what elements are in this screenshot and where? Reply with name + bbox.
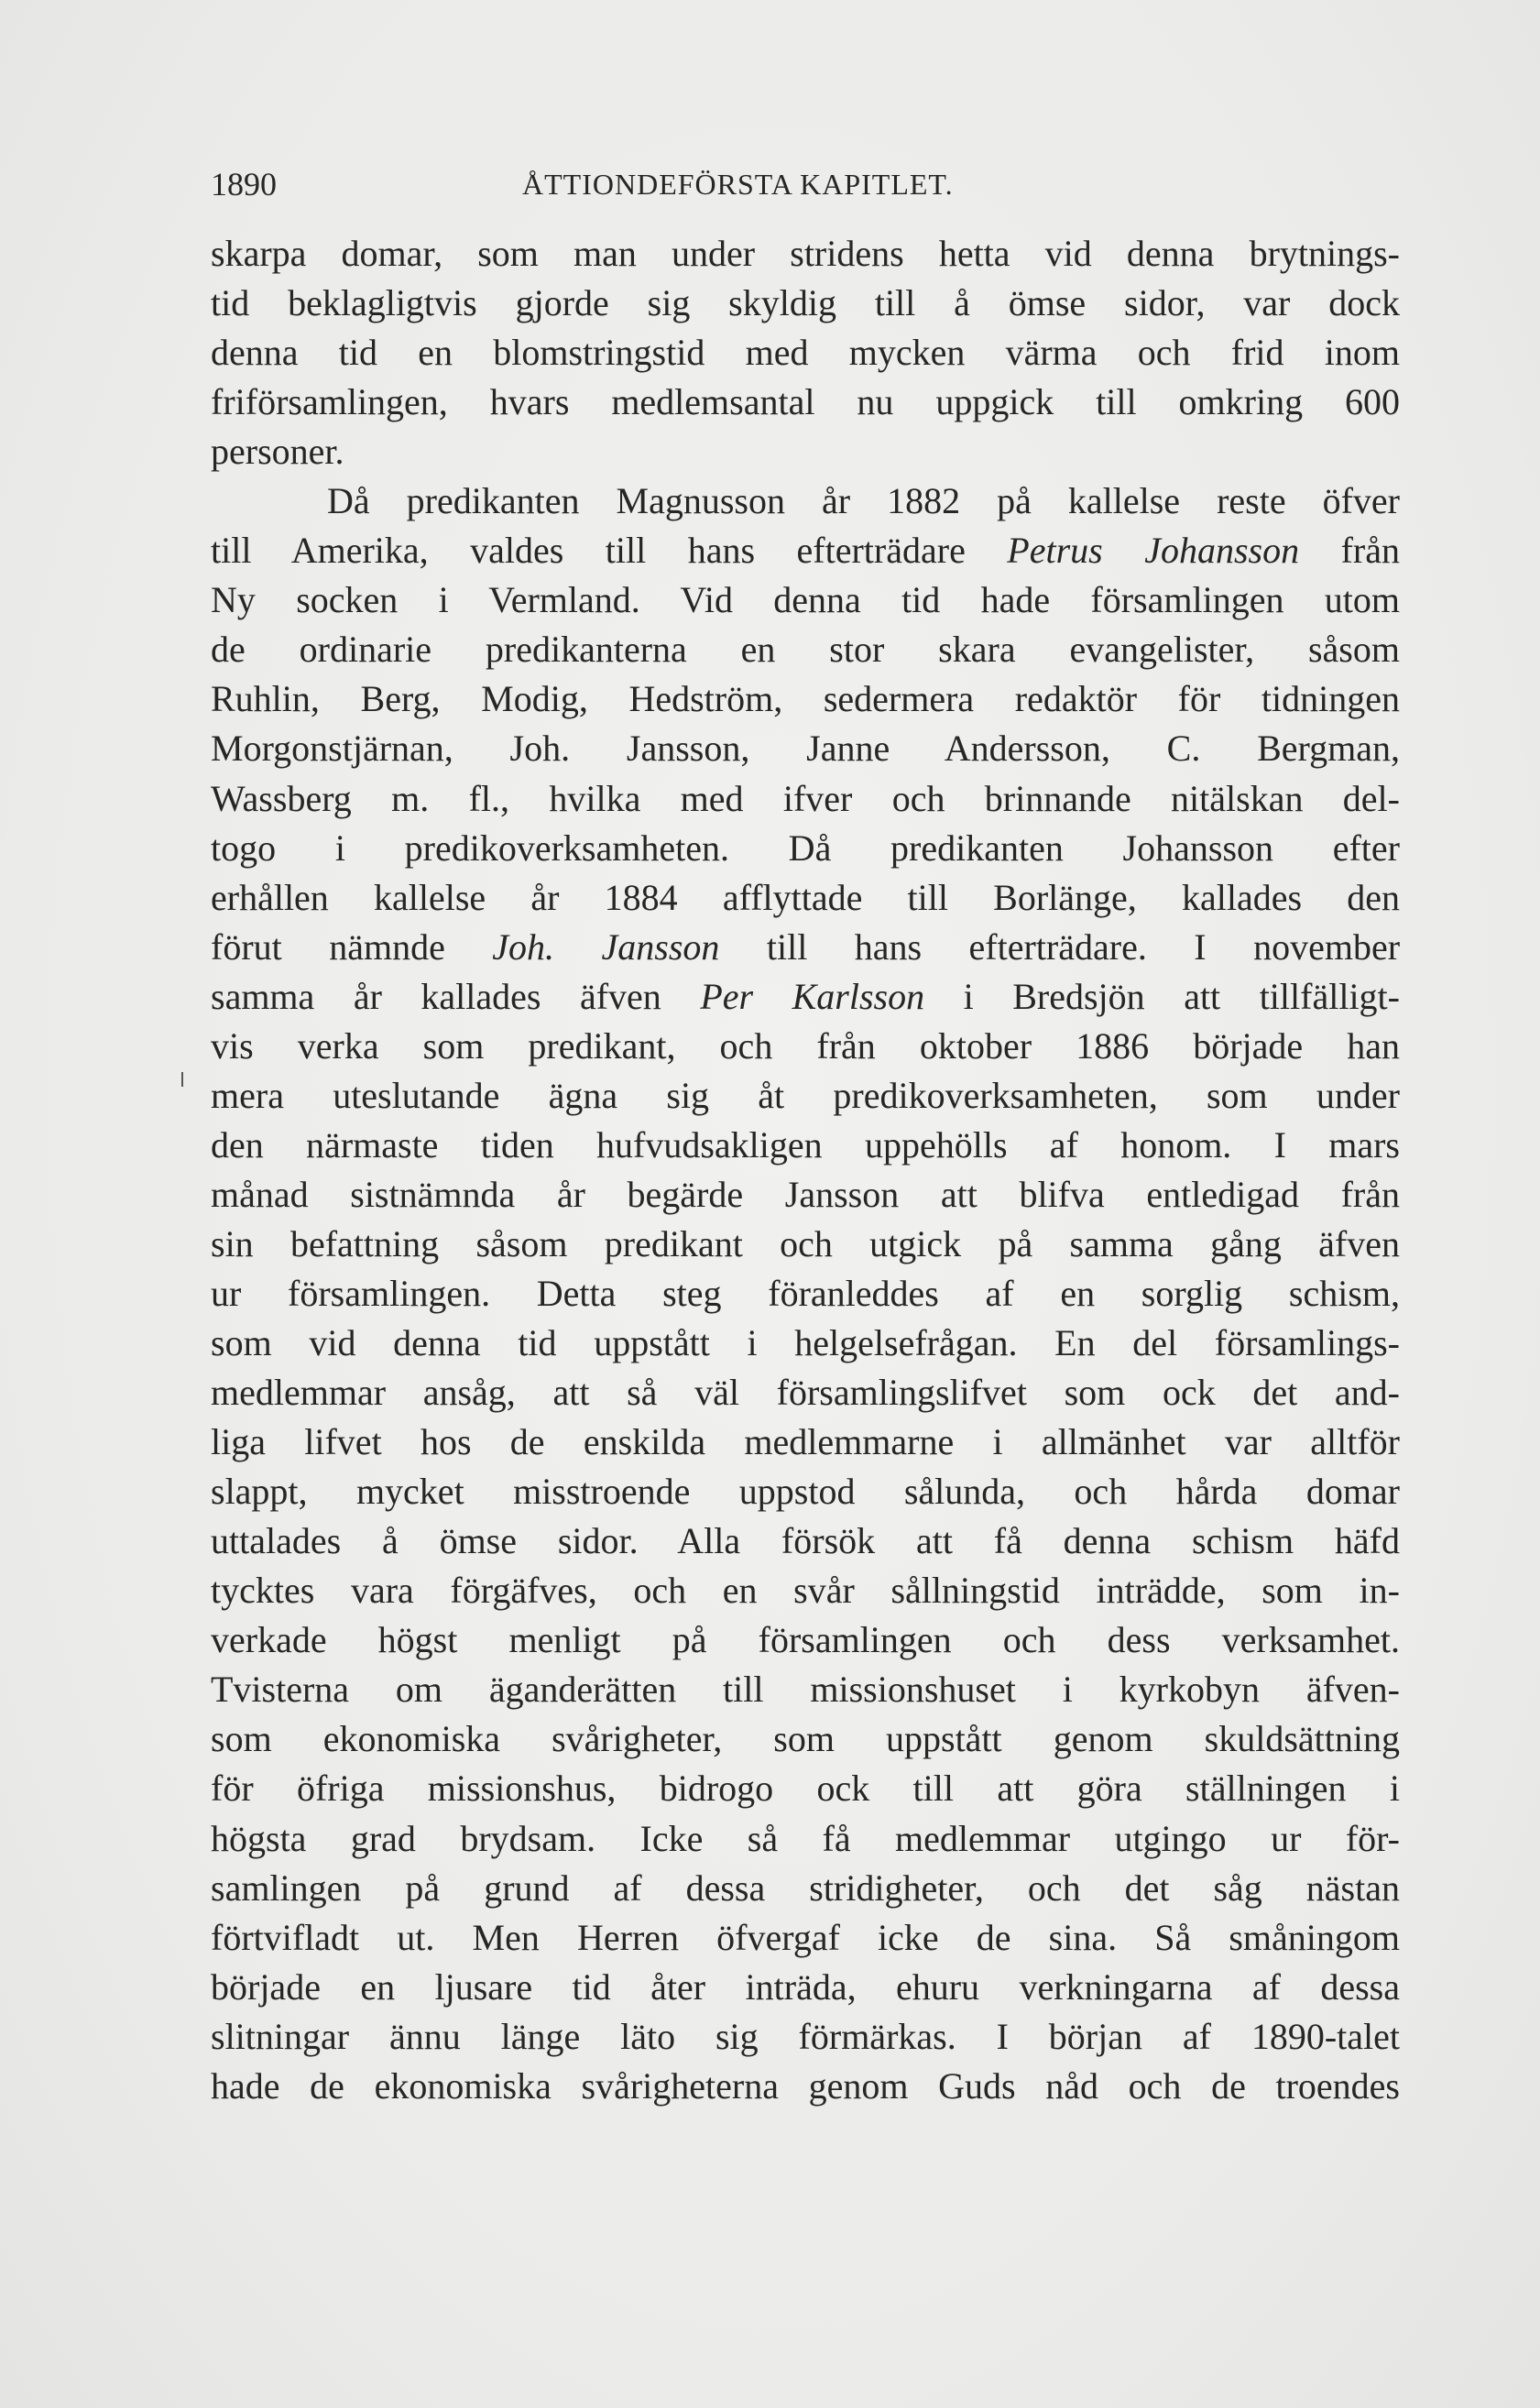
italic-name: Joh. Jansson [492, 925, 720, 968]
text-line [211, 476, 1400, 526]
text-segment: ur församlingen. Detta steg föranleddes af en sorglig schism, [211, 1272, 1400, 1314]
running-head [211, 161, 1400, 207]
text-line [211, 1566, 1400, 1615]
margin-mark [181, 1072, 183, 1087]
text-segment: började en ljusare tid åter inträda, ehuru verkningarna af dessa [211, 1965, 1400, 2008]
text-line [211, 229, 1400, 279]
text-line [211, 1319, 1400, 1368]
text-segment: Wassberg m. fl., hvilka med ifver och brinnande nitälskan del- [211, 777, 1400, 819]
text-segment: medlemmar ansåg, att så väl församlingslifvet som ock det and- [211, 1372, 1400, 1414]
text-segment: samma år kallades äfven [211, 975, 701, 1017]
text-line [211, 328, 1400, 378]
text-line [211, 2012, 1400, 2062]
text-segment: togo i predikoverksamheten. Då predikanten Johansson efter [211, 826, 1400, 869]
text-segment: vis verka som predikant, och från oktober 1886 började han [211, 1024, 1400, 1067]
text-line [211, 972, 1400, 1022]
text-line [211, 378, 1400, 427]
text-segment: som vid denna tid uppstått i helgelsefrågan. En del församlings- [211, 1322, 1400, 1364]
text-segment: för öfriga missionshus, bidrogo ock till att göra ställningen i [211, 1768, 1400, 1810]
text-segment: denna tid en blomstringstid med mycken värma och frid inom [211, 332, 1400, 374]
text-line [211, 1170, 1400, 1220]
text-line [211, 427, 1400, 476]
text-line [211, 674, 1400, 724]
text-line [211, 1864, 1400, 1913]
text-line [211, 923, 1400, 972]
text-segment: friförsamlingen, hvars medlemsantal nu uppgick till omkring 600 [211, 381, 1400, 423]
italic-name: Petrus Johansson [1007, 530, 1300, 572]
text-line [211, 774, 1400, 824]
text-segment: mera uteslutande ägna sig åt predikoverksamheten, som under [211, 1074, 1400, 1116]
text-line [211, 1121, 1400, 1170]
text-segment: verkade högst menligt på församlingen och dess verksamhet. [211, 1619, 1400, 1661]
text-line [211, 279, 1400, 328]
text-segment: månad sistnämnda år begärde Jansson att blifva entledigad från [211, 1173, 1400, 1215]
text-segment: erhållen kallelse år 1884 afflyttade till Borlänge, kallades den [211, 876, 1400, 918]
text-line [211, 2062, 1400, 2111]
page-number: 1890 [211, 166, 277, 202]
text-segment: personer. [211, 431, 344, 473]
text-line [211, 1071, 1400, 1121]
text-line [211, 1467, 1400, 1516]
body-text [211, 229, 1400, 2111]
text-segment: slappt, mycket misstroende uppstod sålunda, och hårda domar [211, 1471, 1400, 1513]
text-segment: som ekonomiska svårigheter, som uppstått genom skuldsättning [211, 1718, 1400, 1760]
text-segment: tid beklagligtvis gjorde sig skyldig till å ömse sidor, var dock [211, 282, 1400, 324]
text-segment: till hans efterträdare. I november [719, 925, 1401, 968]
text-line [211, 1714, 1400, 1764]
text-segment: förtvifladt ut. Men Herren öfvergaf icke de sina. Så småningom [211, 1916, 1400, 1958]
text-line [211, 526, 1400, 575]
text-line [211, 873, 1400, 923]
text-segment: tycktes vara förgäfves, och en svår sållningstid inträdde, som in- [211, 1570, 1400, 1612]
text-line [211, 1913, 1400, 1963]
text-segment: från [1299, 530, 1400, 572]
text-line [211, 1269, 1400, 1319]
text-segment: den närmaste tiden hufvudsakligen uppehölls af honom. I mars [211, 1123, 1400, 1166]
text-line [211, 1417, 1400, 1467]
text-segment: till Amerika, valdes till hans efterträdare [211, 530, 1008, 572]
text-line [211, 1615, 1400, 1665]
text-segment: slitningar ännu länge läto sig förmärkas. I början af 1890-talet [211, 2015, 1400, 2057]
text-segment: förut nämnde [211, 925, 493, 968]
text-segment: Ny socken i Vermland. Vid denna tid hade församlingen utom [211, 579, 1400, 621]
italic-name: Per Karlsson [700, 975, 925, 1017]
text-line [211, 1814, 1400, 1864]
text-segment: Tvisterna om äganderätten till missionshuset i kyrkobyn äfven- [211, 1669, 1400, 1711]
text-segment: i Bredsjön att tillfälligt- [924, 975, 1400, 1017]
text-line [211, 724, 1400, 773]
text-line [211, 625, 1400, 674]
text-segment: samlingen på grund af dessa stridigheter, och det såg nästan [211, 1866, 1400, 1909]
text-segment: uttalades å ömse sidor. Alla försök att få denna schism häfd [211, 1520, 1400, 1562]
text-line [211, 1368, 1400, 1417]
text-line [211, 1516, 1400, 1566]
text-segment: de ordinarie predikanterna en stor skara evangelister, såsom [211, 629, 1400, 671]
text-segment: skarpa domar, som man under stridens hetta vid denna brytnings- [211, 233, 1400, 274]
text-segment: liga lifvet hos de enskilda medlemmarne i allmänhet var alltför [211, 1421, 1400, 1463]
text-line [211, 1963, 1400, 2012]
text-segment: hade de ekonomiska svårigheterna genom Guds nåd och de troendes [211, 2064, 1400, 2107]
text-segment: Ruhlin, Berg, Modig, Hedström, sedermera redaktör för tidningen [211, 678, 1400, 720]
text-segment: Då predikanten Magnusson år 1882 på kallelse reste öfver [327, 480, 1400, 522]
text-line [211, 575, 1400, 625]
text-segment: sin befattning såsom predikant och utgick på samma gång äfven [211, 1222, 1400, 1264]
text-line [211, 1665, 1400, 1714]
text-line [211, 1220, 1400, 1269]
text-segment: högsta grad brydsam. Icke så få medlemmar utgingo ur för- [211, 1817, 1400, 1859]
text-line [211, 824, 1400, 873]
chapter-title: ÅTTIONDEFÖRSTA KAPITLET. [522, 168, 954, 201]
text-segment: Morgonstjärnan, Joh. Jansson, Janne Andersson, C. Bergman, [211, 728, 1400, 770]
text-line [211, 1764, 1400, 1813]
text-line [211, 1022, 1400, 1071]
